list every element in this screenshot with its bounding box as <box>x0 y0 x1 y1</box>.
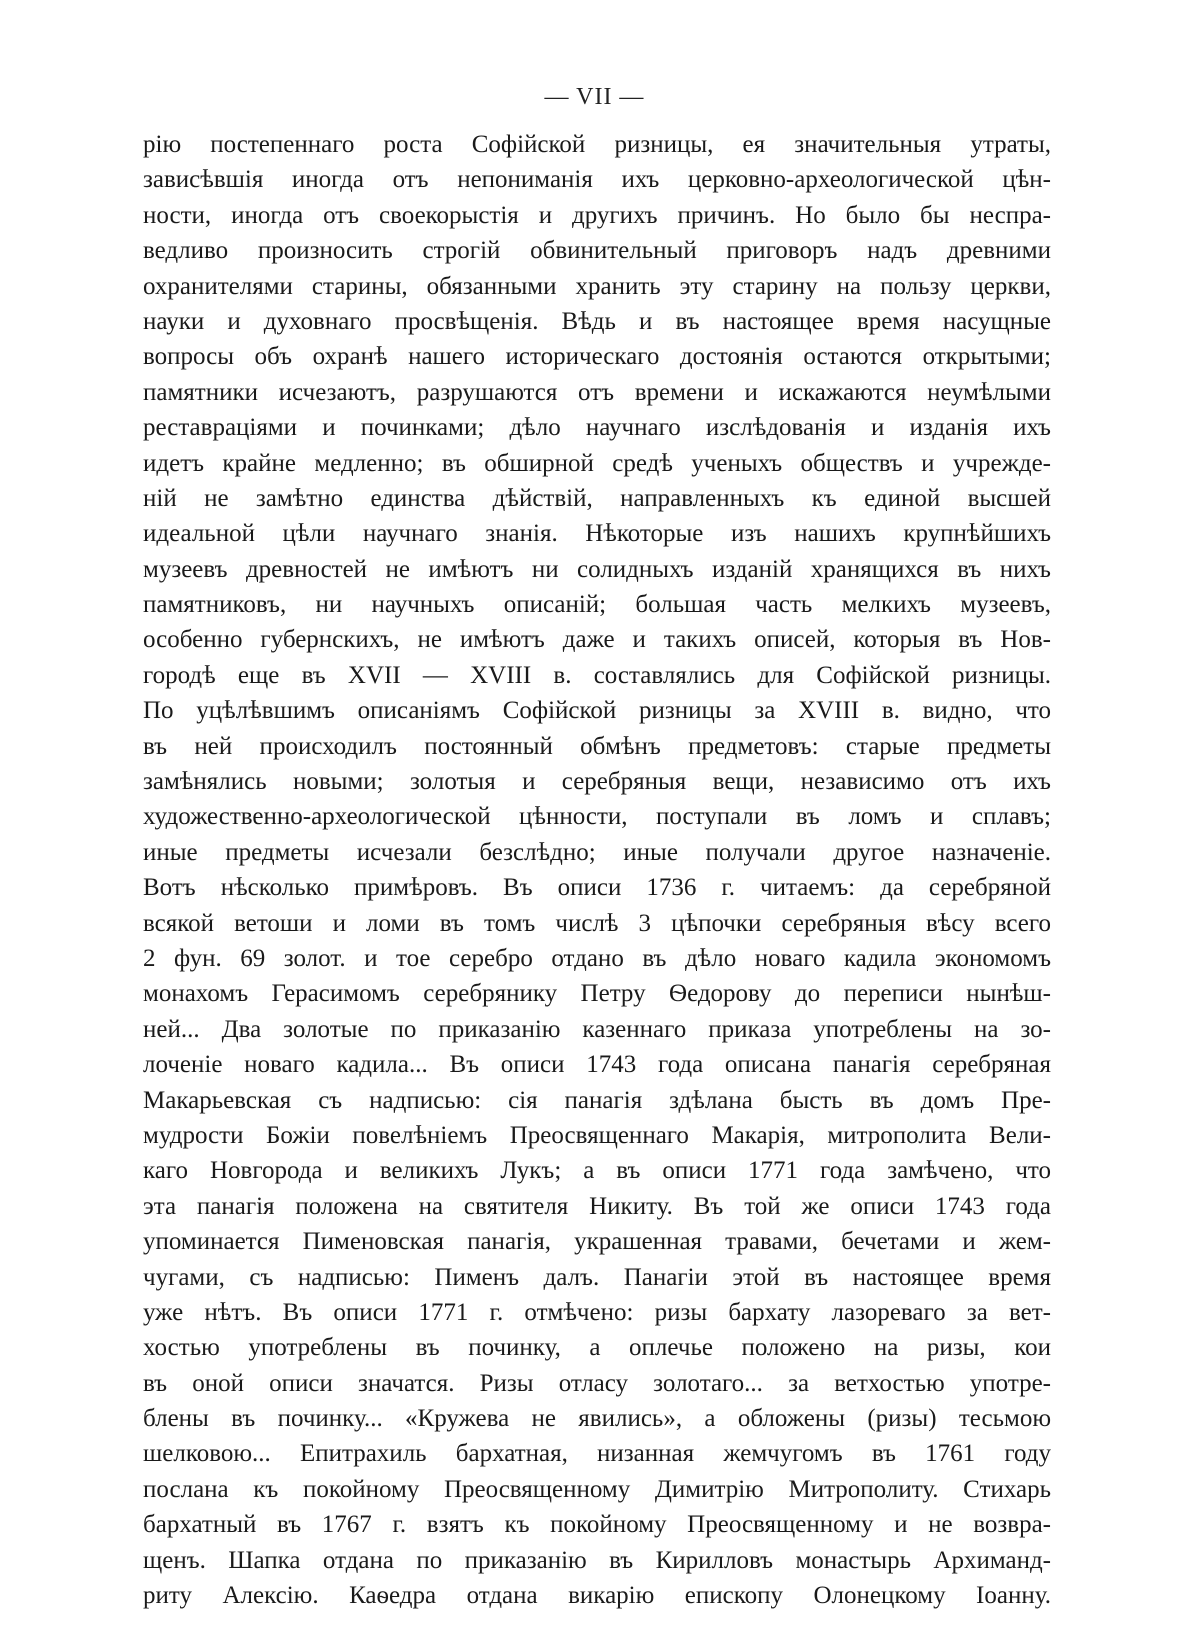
text-line: идеальной цѣли научнаго знанія. Нѣкоторые изъ нашихъ крупнѣйшихъ <box>143 520 1051 548</box>
text-line: упоминается Пименовская панагія, украшенная травами, бечетами и жем- <box>143 1228 1051 1256</box>
text-line: риту Алексію. Каѳедра отдана викарію епископу Олонецкому Іоанну. <box>143 1582 1051 1610</box>
text-line: охранителями старины, обязанными хранить эту старину на пользу церкви, <box>143 272 1051 300</box>
text-line: реставраціями и починками; дѣло научнаго изслѣдованія и изданія ихъ <box>143 414 1051 442</box>
text-line: особенно губернскихъ, не имѣютъ даже и такихъ описей, которыя въ Нов- <box>143 626 1051 654</box>
text-line: шелковою... Епитрахиль бархатная, низанная жемчугомъ въ 1761 году <box>143 1440 1051 1468</box>
text-line: науки и духовнаго просвѣщенія. Вѣдь и въ настоящее время насущные <box>143 307 1051 335</box>
text-line: По уцѣлѣвшимъ описаніямъ Софійской ризницы за XVIII в. видно, что <box>143 697 1051 725</box>
text-line: зависѣвшія иногда отъ непониманія ихъ церковно-археологической цѣн- <box>143 166 1051 194</box>
text-line: ности, иногда отъ своекорыстія и другихъ причинъ. Но было бы неспра- <box>143 201 1051 229</box>
text-line: художественно-археологической цѣнности, поступали въ ломъ и сплавъ; <box>143 803 1051 831</box>
text-line: лоченіе новаго кадила... Въ описи 1743 года описана панагія серебряная <box>143 1051 1051 1079</box>
text-line: Макарьевская съ надписью: сія панагія здѣлана бысть въ домъ Пре- <box>143 1086 1051 1114</box>
text-line: памятники исчезаютъ, разрушаются отъ времени и искажаются неумѣлыми <box>143 378 1051 406</box>
page-number: — VII — <box>544 84 645 110</box>
text-line: идетъ крайне медленно; въ обширной средѣ ученыхъ обществъ и учрежде- <box>143 449 1051 477</box>
text-line: блены въ починку... «Кружева не явились», а обложены (ризы) тесьмою <box>143 1405 1051 1433</box>
text-line: рію постепеннаго роста Софійской ризницы, ея значительныя утраты, <box>143 131 1051 158</box>
text-line: чугами, съ надписью: Пименъ далъ. Панагіи этой въ настоящее время <box>143 1263 1051 1291</box>
text-line: эта панагія положена на святителя Никиту. Въ той же описи 1743 года <box>143 1192 1051 1220</box>
text-line: ній не замѣтно единства дѣйствій, направленныхъ къ единой высшей <box>143 484 1051 512</box>
text-line: всякой ветоши и ломи въ томъ числѣ 3 цѣпочки серебряныя вѣсу всего <box>143 909 1051 937</box>
body-text <box>143 127 1051 1613</box>
text-line: монахомъ Герасимомъ серебрянику Петру Ѳедорову до переписи нынѣш- <box>143 980 1051 1008</box>
text-line: въ оной описи значатся. Ризы отласу золотаго... за ветхостью употре- <box>143 1369 1051 1397</box>
text-line: ней... Два золотые по приказанію казеннаго приказа употреблены на зо- <box>143 1015 1051 1043</box>
text-line: въ ней происходилъ постоянный обмѣнъ предметовъ: старые предметы <box>143 732 1051 760</box>
text-line: Вотъ нѣсколько примѣровъ. Въ описи 1736 г. читаемъ: да серебряной <box>143 874 1051 902</box>
text-line: мудрости Божіи повелѣніемъ Преосвященнаго Макарія, митрополита Вели- <box>143 1121 1051 1149</box>
text-line: бархатный въ 1767 г. взятъ къ покойному Преосвященному и не возвра- <box>143 1511 1051 1539</box>
text-line: иные предметы исчезали безслѣдно; иные получали другое назначеніе. <box>143 838 1051 866</box>
text-line: 2 фун. 69 золот. и тое серебро отдано въ дѣло новаго кадила экономомъ <box>143 944 1051 972</box>
text-line: уже нѣтъ. Въ описи 1771 г. отмѣчено: ризы бархату лазореваго за вет- <box>143 1298 1051 1326</box>
text-line: послана къ покойному Преосвященному Димитрію Митрополиту. Стихарь <box>143 1475 1051 1503</box>
text-line: щенъ. Шапка отдана по приказанію въ Кирилловъ монастырь Архиманд- <box>143 1546 1051 1574</box>
text-line: городѣ еще въ XVII — XVIII в. составлялись для Софійской ризницы. <box>143 661 1051 689</box>
text-line: замѣнялись новыми; золотыя и серебряныя вещи, независимо отъ ихъ <box>143 768 1051 796</box>
text-line: каго Новгорода и великихъ Лукъ; а въ описи 1771 года замѣчено, что <box>143 1157 1051 1185</box>
text-line: вопросы объ охранѣ нашего историческаго достоянія остаются открытыми; <box>143 343 1051 371</box>
text-line: музеевъ древностей не имѣютъ ни солидныхъ изданій хранящихся въ нихъ <box>143 555 1051 583</box>
text-line: ведливо произносить строгій обвинительный приговоръ надъ древними <box>143 237 1051 265</box>
text-line: хостью употреблены въ починку, а оплечье положено на ризы, кои <box>143 1334 1051 1362</box>
text-line: памятниковъ, ни научныхъ описаній; большая часть мелкихъ музеевъ, <box>143 591 1051 619</box>
